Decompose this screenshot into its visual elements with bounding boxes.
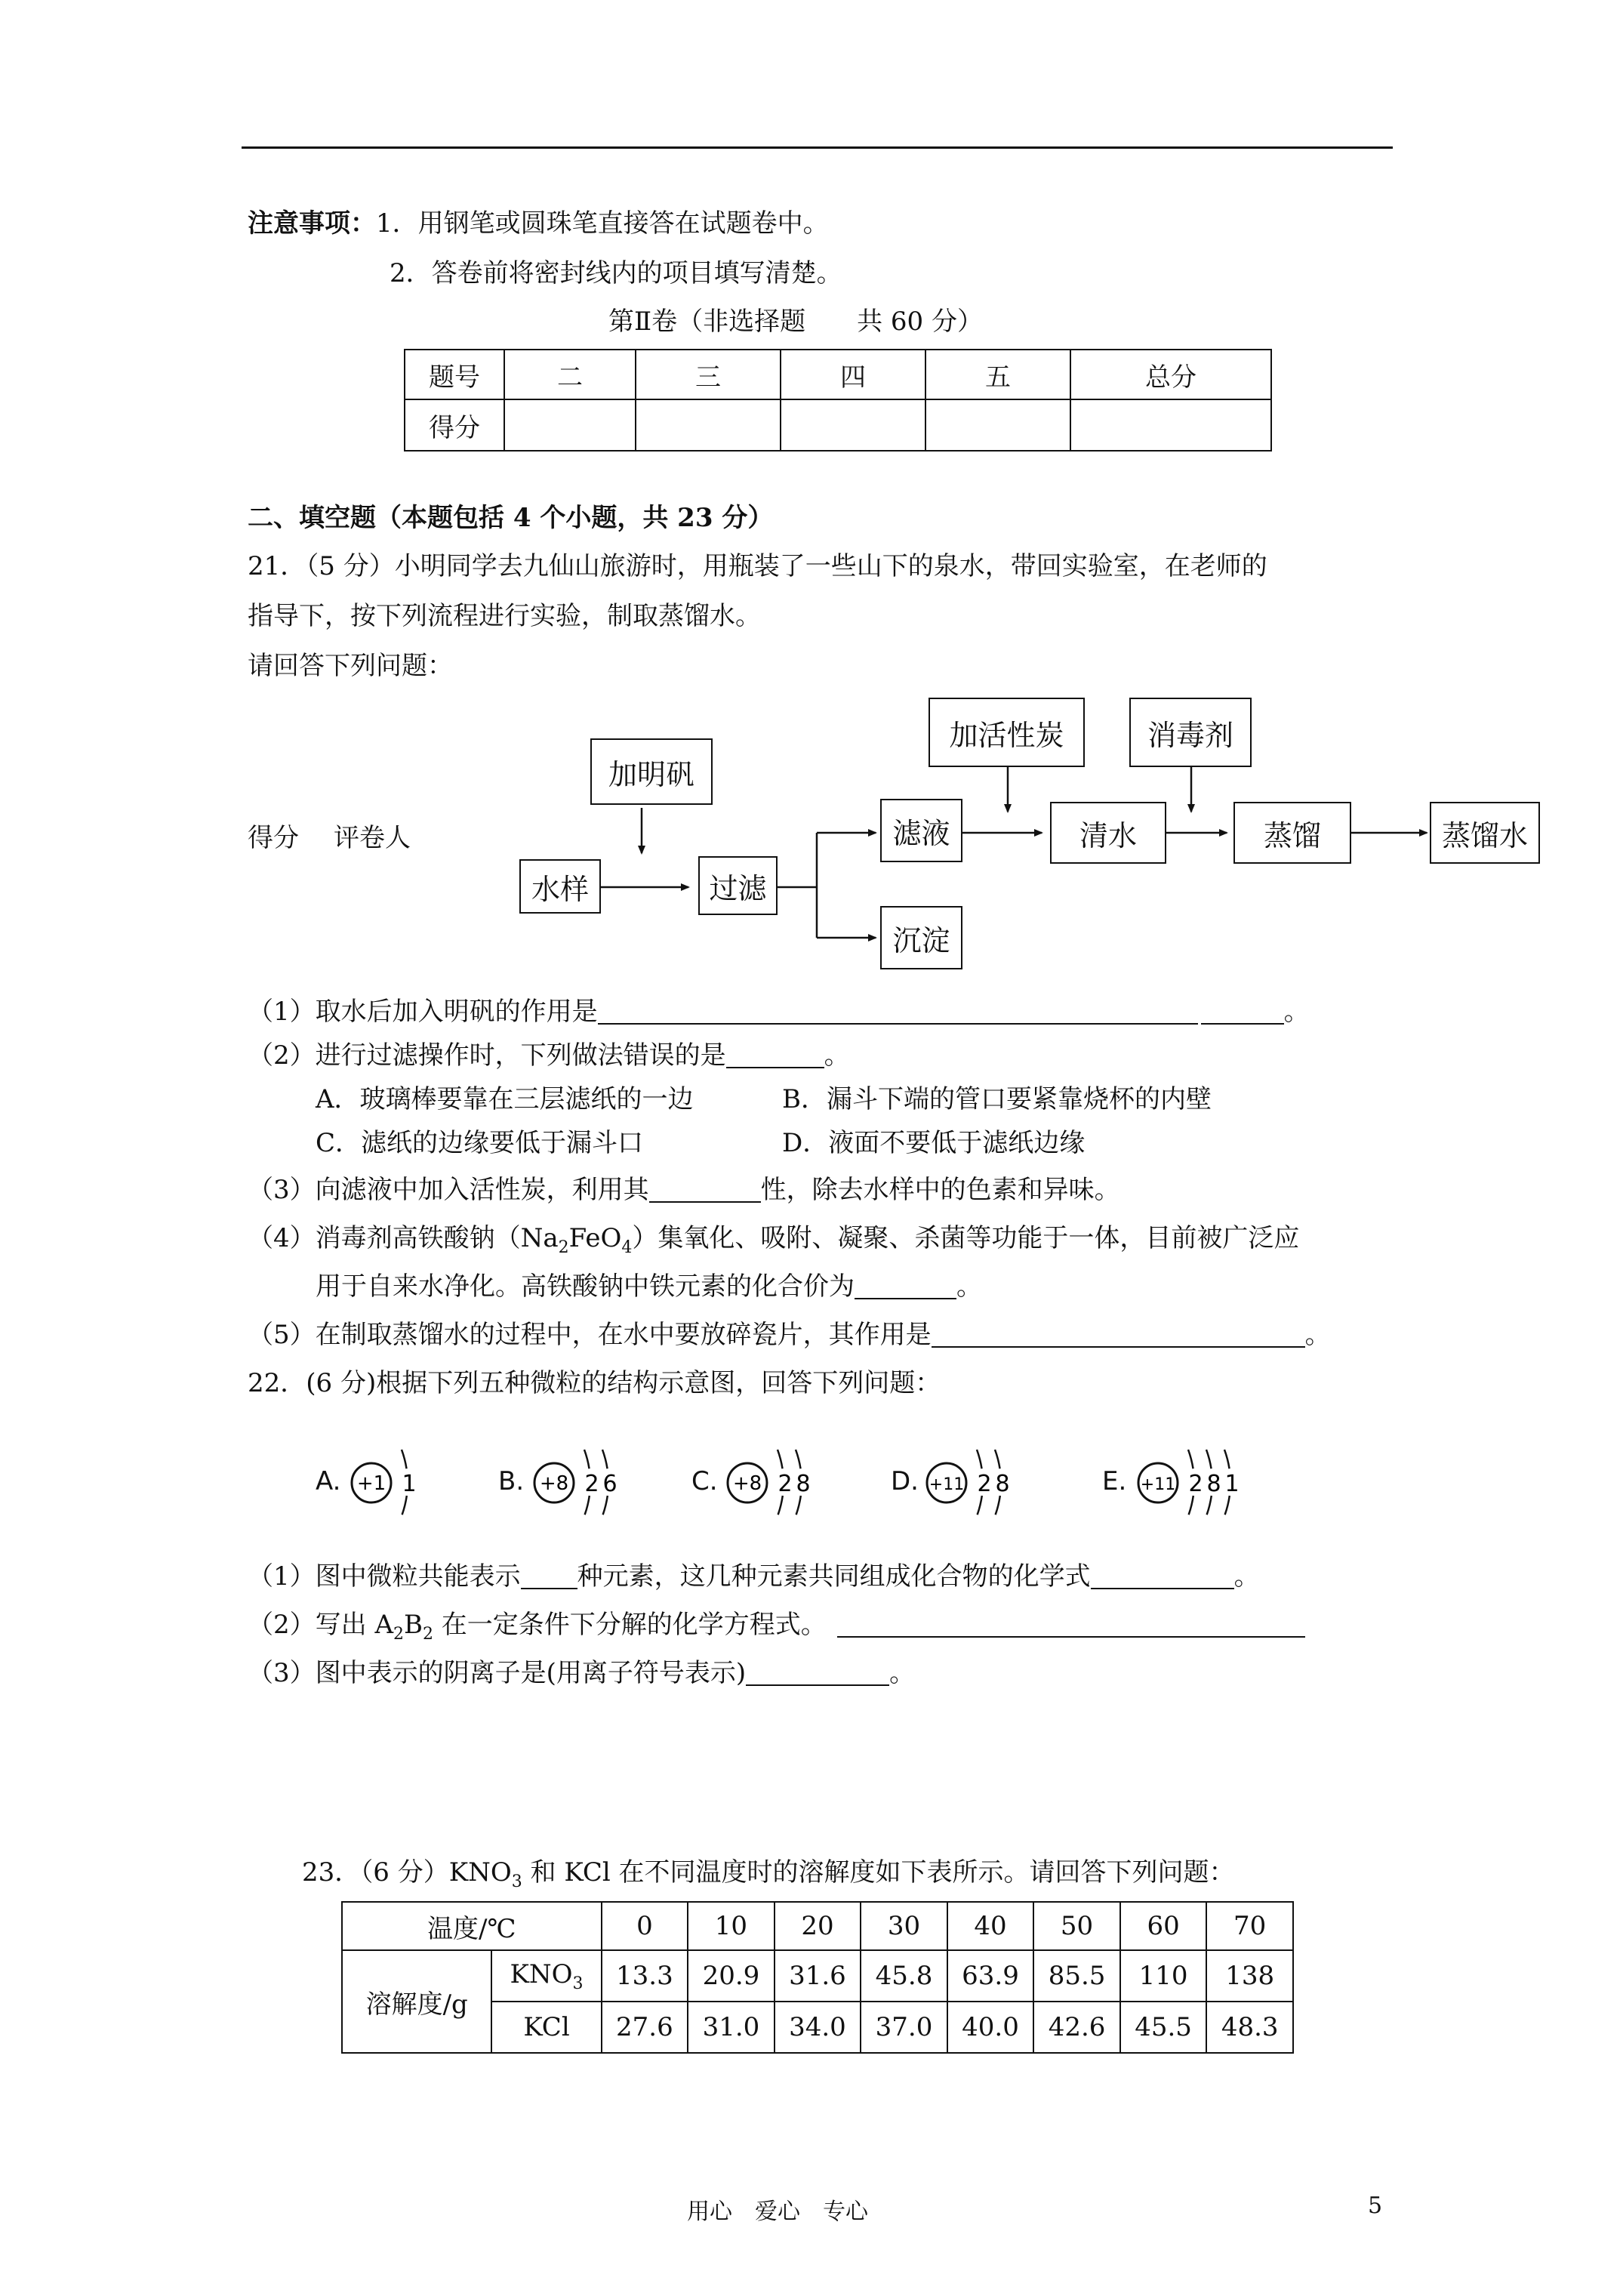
solubility-label: 溶解度/g <box>342 1950 491 2053</box>
electron-count: 8 <box>995 1471 1010 1497</box>
q21-part-1 <box>248 997 1310 1027</box>
electron-count: 2 <box>977 1471 992 1497</box>
q21-part-4-text: （4）消毒剂高铁酸钠（Na <box>248 1223 559 1253</box>
q21-stem-1: 21．（5 分）小明同学去九仙山旅游时，用瓶装了一些山下的泉水，带回实验室，在老师的 <box>248 551 1267 581</box>
flow-box-sample: 水样 <box>519 859 601 914</box>
table-row <box>342 1902 1293 1950</box>
notice-item-1: 1．用钢笔或圆珠笔直接答在试题卷中。 <box>376 208 829 239</box>
nucleus-charge: +8 <box>539 1472 569 1495</box>
notice-label: 注意事项： <box>248 208 376 239</box>
subscript: 3 <box>511 1872 522 1891</box>
score-header: 四 <box>781 350 925 399</box>
temp-cell: 50 <box>1033 1902 1120 1950</box>
kcl-label: KCl <box>491 2002 601 2053</box>
flow-box-filtrate: 滤液 <box>880 799 962 862</box>
atom-label: E. <box>1102 1466 1127 1496</box>
q21-part-2 <box>248 1040 850 1071</box>
section-2-title: 二、填空题（本题包括 4 个小题，共 23 分） <box>248 503 774 533</box>
answer-blank[interactable] <box>855 1275 956 1299</box>
grader-reviewer-label: 评卷人 <box>334 823 411 853</box>
q21-option-d: D．液面不要低于滤纸边缘 <box>782 1128 1086 1158</box>
kno3-label-text: KNO <box>510 1959 573 1989</box>
kcl-cell: 45.5 <box>1120 2002 1207 2053</box>
subscript: 2 <box>393 1624 404 1644</box>
answer-blank[interactable] <box>598 1000 1198 1025</box>
q21-part-4-text-d: 用于自来水净化。高铁酸钠中铁元素的化合价为 <box>316 1271 855 1302</box>
q21-part-1-text: （1）取水后加入明矾的作用是 <box>248 997 598 1027</box>
q21-part-4-text-c: ）集氧化、吸附、凝聚、杀菌等功能于一体，目前被广泛应 <box>632 1223 1300 1253</box>
atom-label: D. <box>891 1466 919 1496</box>
subscript: 2 <box>558 1237 569 1257</box>
q22-part-1 <box>248 1561 1260 1592</box>
q21-part-2-text: （2）进行过滤操作时，下列做法错误的是 <box>248 1040 726 1071</box>
score-header: 题号 <box>405 350 504 399</box>
q21-part-4-cont <box>316 1271 982 1302</box>
atom-diagram <box>891 1435 1064 1533</box>
atom-label: B. <box>498 1466 525 1496</box>
q21-part-5 <box>248 1320 1331 1350</box>
nucleus-charge: +11 <box>1140 1475 1176 1494</box>
q21-option-a: A．玻璃棒要靠在三层滤纸的一边 <box>316 1084 694 1114</box>
kno3-cell: 31.6 <box>775 1950 861 2002</box>
grader-score-label: 得分 <box>248 823 299 853</box>
q22-stem: 22．(6 分)根据下列五种微粒的结构示意图，回答下列问题： <box>248 1368 941 1398</box>
q21-part-3-text-b: 性，除去水样中的色素和异味。 <box>760 1175 1120 1205</box>
q22-part-2-text-b: B <box>404 1610 423 1640</box>
score-header: 三 <box>636 350 781 399</box>
electron-count: 2 <box>1188 1471 1203 1497</box>
subscript: 2 <box>423 1624 433 1644</box>
nucleus-charge: +1 <box>356 1472 387 1495</box>
q22-part-2 <box>248 1610 1305 1650</box>
subscript: 3 <box>572 1974 584 1993</box>
q23-stem <box>302 1857 1235 1897</box>
temp-cell: 60 <box>1120 1902 1207 1950</box>
atom-diagram <box>498 1435 672 1533</box>
kno3-cell: 138 <box>1206 1950 1293 2002</box>
kcl-cell: 48.3 <box>1206 2002 1293 2053</box>
flow-box-disinfectant: 消毒剂 <box>1129 698 1252 767</box>
q22-part-1-end: 。 <box>1233 1561 1260 1592</box>
page-number: 5 <box>1368 2193 1383 2219</box>
nucleus-and-shells <box>722 1435 873 1533</box>
q21-part-4 <box>248 1223 1299 1263</box>
solubility-table <box>341 1901 1294 2054</box>
temp-cell: 30 <box>861 1902 947 1950</box>
q21-part-3-text: （3）向滤液中加入活性炭，利用其 <box>248 1175 649 1205</box>
q22-part-1-text: （1）图中微粒共能表示 <box>248 1561 521 1592</box>
atom-label: C. <box>691 1466 718 1496</box>
flow-arrows <box>0 0 1623 1057</box>
score-row-label: 得分 <box>405 399 504 451</box>
q21-part-4-text-b: FeO <box>568 1223 622 1253</box>
kcl-cell: 42.6 <box>1033 2002 1120 2053</box>
table-row <box>342 1950 1293 2002</box>
temp-cell: 40 <box>947 1902 1034 1950</box>
q21-part-1-end: 。 <box>1283 997 1310 1027</box>
kno3-cell: 13.3 <box>602 1950 688 2002</box>
kno3-cell: 63.9 <box>947 1950 1034 2002</box>
score-header: 总分 <box>1070 350 1271 399</box>
q23-stem-text: 23．（6 分）KNO <box>302 1857 512 1888</box>
answer-blank[interactable] <box>1201 1000 1284 1025</box>
electron-count: 2 <box>778 1471 793 1497</box>
q21-part-2-end: 。 <box>824 1040 850 1071</box>
q22-part-3-end: 。 <box>889 1658 916 1688</box>
flow-box-filter: 过滤 <box>698 856 778 915</box>
q21-option-b: B．漏斗下端的管口要紧靠烧杯的内壁 <box>782 1084 1212 1114</box>
notice-line-2: 2．答卷前将密封线内的项目填写清楚。 <box>390 258 842 288</box>
kno3-label <box>491 1950 601 2002</box>
kno3-cell: 85.5 <box>1033 1950 1120 2002</box>
q21-part-5-end: 。 <box>1304 1320 1331 1350</box>
kno3-cell: 20.9 <box>688 1950 775 2002</box>
temp-cell: 70 <box>1206 1902 1293 1950</box>
answer-blank[interactable] <box>932 1324 1305 1348</box>
kcl-cell: 31.0 <box>688 2002 775 2053</box>
flow-box-distill: 蒸馏 <box>1233 802 1351 864</box>
electron-count: 8 <box>796 1471 811 1497</box>
atom-diagram <box>316 1435 489 1533</box>
footer-motto: 用心 爱心 专心 <box>687 2199 868 2225</box>
nucleus-charge: +11 <box>929 1475 965 1494</box>
q21-part-4-end: 。 <box>956 1271 982 1302</box>
subscript: 4 <box>621 1237 633 1257</box>
q22-part-3 <box>248 1658 915 1688</box>
q21-stem-2: 指导下，按下列流程进行实验，制取蒸馏水。 <box>248 601 761 631</box>
temp-cell: 0 <box>602 1902 688 1950</box>
score-header: 五 <box>925 350 1070 399</box>
electron-count: 1 <box>402 1471 417 1497</box>
electron-count: 1 <box>1224 1471 1240 1497</box>
q21-option-c: C．滤纸的边缘要低于漏斗口 <box>316 1128 644 1158</box>
volume-title: 第Ⅱ卷（非选择题 共 60 分） <box>608 307 983 337</box>
q23-stem-text-b: 和 KCl 在不同温度时的溶解度如下表所示。请回答下列问题： <box>522 1857 1235 1888</box>
q22-part-2-text: （2）写出 A <box>248 1610 393 1640</box>
score-header: 二 <box>504 350 636 399</box>
electron-count: 2 <box>584 1471 599 1497</box>
q22-part-1-text-b: 种元素，这几种元素共同组成化合物的化学式 <box>577 1561 1091 1592</box>
electron-count: 8 <box>1206 1471 1221 1497</box>
atom-label: A. <box>316 1466 341 1496</box>
flow-box-precipitate: 沉淀 <box>880 906 962 969</box>
q21-prompt: 请回答下列问题： <box>248 651 453 681</box>
nucleus-charge: +8 <box>732 1472 762 1495</box>
answer-blank[interactable] <box>726 1044 824 1068</box>
answer-blank[interactable] <box>837 1613 1305 1638</box>
atom-diagram <box>691 1435 865 1533</box>
answer-blank[interactable] <box>521 1565 577 1589</box>
flow-box-carbon: 加活性炭 <box>929 698 1085 767</box>
temp-label: 温度/℃ <box>342 1902 602 1950</box>
temp-cell: 10 <box>688 1902 775 1950</box>
q21-part-3 <box>248 1175 1120 1205</box>
nucleus-and-shells <box>921 1435 1072 1533</box>
temp-cell: 20 <box>775 1902 861 1950</box>
kcl-cell: 34.0 <box>775 2002 861 2053</box>
kcl-cell: 40.0 <box>947 2002 1034 2053</box>
flow-box-distilled-water: 蒸馏水 <box>1430 802 1540 864</box>
nucleus-and-shells <box>346 1435 497 1533</box>
nucleus-and-shells <box>528 1435 679 1533</box>
kcl-cell: 27.6 <box>602 2002 688 2053</box>
answer-blank[interactable] <box>746 1662 889 1686</box>
q21-part-5-text: （5）在制取蒸馏水的过程中，在水中要放碎瓷片，其作用是 <box>248 1320 932 1350</box>
electron-count: 6 <box>602 1471 617 1497</box>
q22-part-2-text-c: 在一定条件下分解的化学方程式。 <box>433 1610 827 1640</box>
kno3-cell: 45.8 <box>861 1950 947 2002</box>
atom-diagram <box>1102 1435 1276 1533</box>
kcl-cell: 37.0 <box>861 2002 947 2053</box>
flow-box-clear-water: 清水 <box>1050 802 1166 864</box>
kno3-cell: 110 <box>1120 1950 1207 2002</box>
answer-blank[interactable] <box>649 1179 761 1203</box>
answer-blank[interactable] <box>1091 1565 1234 1589</box>
nucleus-and-shells <box>1132 1435 1283 1533</box>
q22-part-3-text: （3）图中表示的阴离子是(用离子符号表示) <box>248 1658 747 1688</box>
flow-box-alum: 加明矾 <box>590 738 713 805</box>
